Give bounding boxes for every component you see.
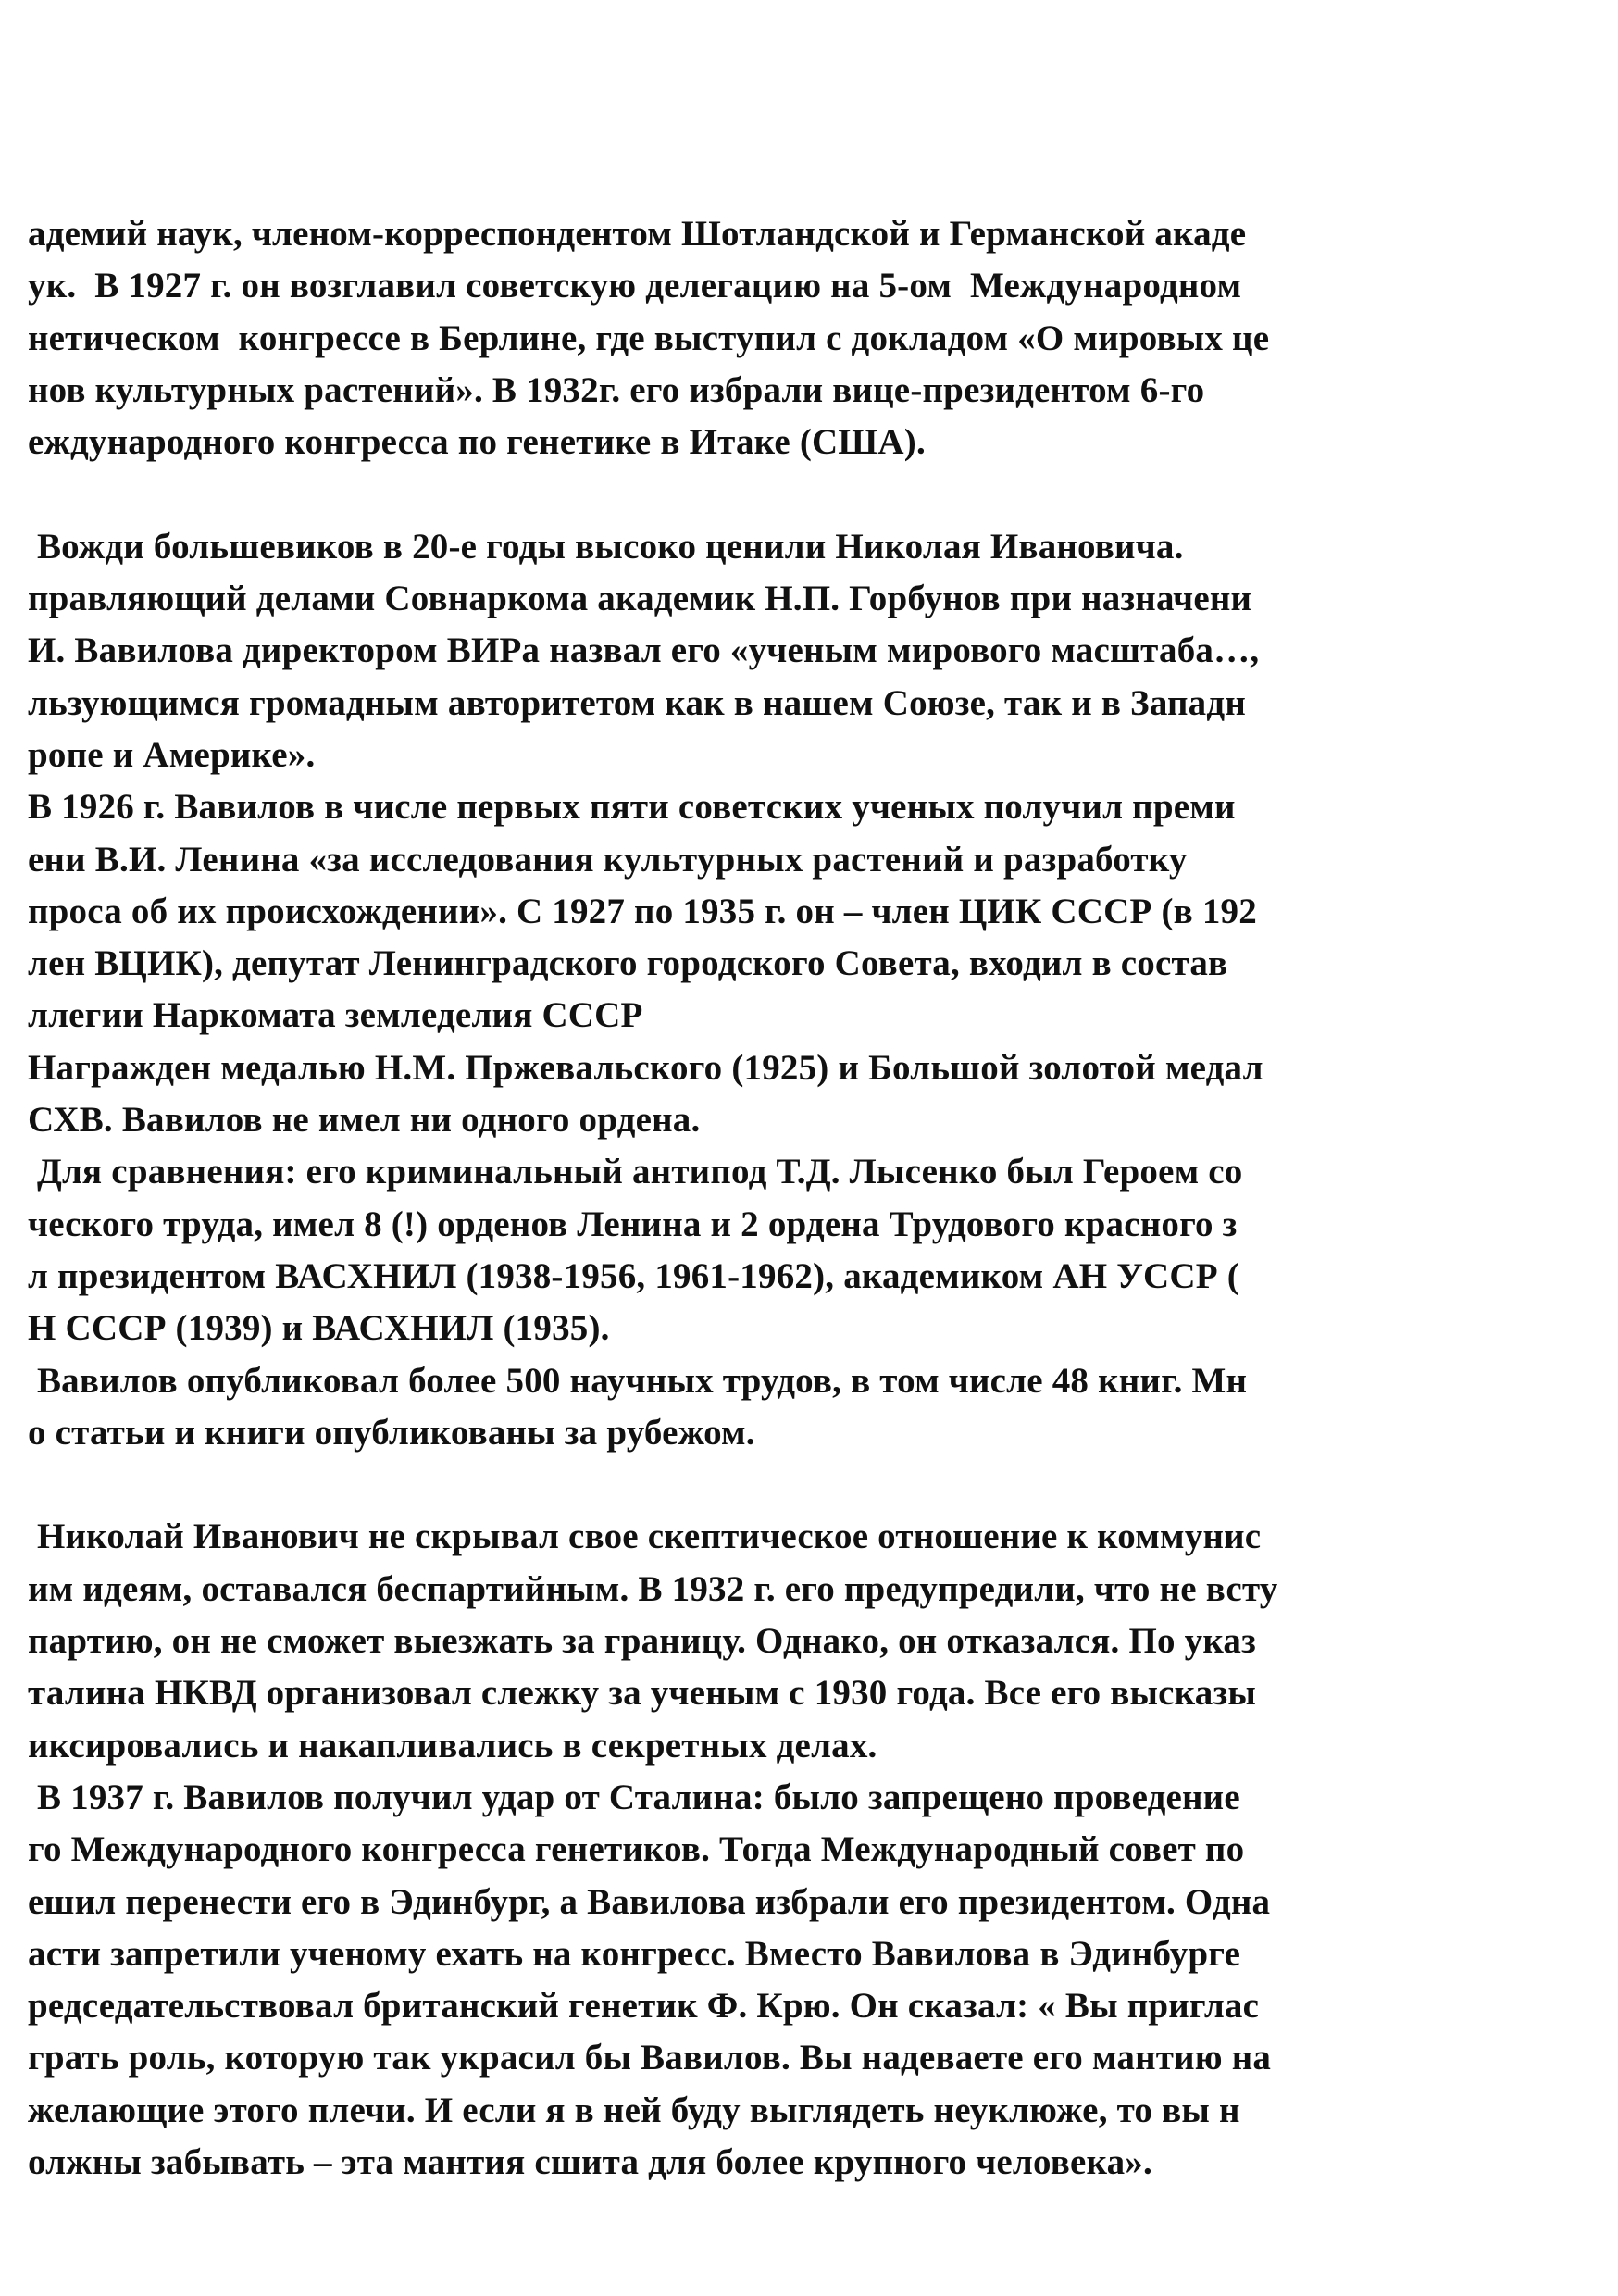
text-line: им идеям, оставался беспартийным. В 1932 г. его предупредили, что не всту xyxy=(28,1568,1278,1609)
text-line: адемий наук, членом-корреспондентом Шотландской и Германской акаде xyxy=(28,214,1247,254)
text-line: еждународного конгресса по генетике в Итаке (США). xyxy=(28,422,926,463)
text-line: редседательствовал британский генетик Ф. Крю. Он сказал: « Вы приглас xyxy=(28,1986,1260,2027)
text-line: ческого труда, имел 8 (!) орденов Ленина и 2 ордена Трудового красного з xyxy=(28,1204,1238,1244)
text-line: ук. В 1927 г. он возглавил советскую делегацию на 5-ом Международном xyxy=(28,266,1242,306)
text-line: ропе и Америке». xyxy=(28,734,316,775)
paragraph-gap xyxy=(28,468,1618,520)
text-line: нов культурных растений». В 1932г. его избрали вице-президентом 6-го xyxy=(28,369,1205,410)
text-line: олжны забывать – эта мантия сшита для более крупного человека». xyxy=(28,2141,1152,2182)
text-line: лен ВЦИК), депутат Ленинградского городского Совета, входил в состав xyxy=(28,943,1228,984)
text-line: грать роль, которую так украсил бы Вавилов. Вы надеваете его мантию на xyxy=(28,2038,1272,2078)
text-line: И. Вавилова директором ВИРа назвал его «ученым мирового масштаба…, xyxy=(28,630,1260,671)
text-line: ени В.И. Ленина «за исследования культурных растений и разработку xyxy=(28,839,1188,880)
paragraph-repression xyxy=(28,1511,1618,2189)
document-text xyxy=(28,208,1618,2189)
text-line: Н СССР (1939) и ВАСХНИЛ (1935). xyxy=(28,1308,610,1349)
paragraph-recognition xyxy=(28,521,1618,1459)
text-line: иксировались и накапливались в секретных делах. xyxy=(28,1725,877,1766)
text-line: Награжден медалью Н.М. Пржевальского (1925) и Большой золотой медал xyxy=(28,1047,1263,1088)
text-line: Вавилов опубликовал более 500 научных трудов, в том числе 48 книг. Мн xyxy=(28,1360,1248,1401)
text-line: СХВ. Вавилов не имел ни одного ордена. xyxy=(28,1100,701,1141)
text-line: партию, он не сможет выезжать за границу. Однако, он отказался. По указ xyxy=(28,1621,1256,1662)
text-line: Вожди большевиков в 20-е годы высоко ценили Николая Ивановича. xyxy=(28,526,1184,567)
text-line: льзующимся громадным авторитетом как в нашем Союзе, так и в Западн xyxy=(28,682,1246,723)
text-line: В 1926 г. Вавилов в числе первых пяти советских ученых получил преми xyxy=(28,787,1236,828)
text-line: ешил перенести его в Эдинбург, а Вавилова избрали его президентом. Одна xyxy=(28,1881,1271,1922)
text-line: проса об их происхождении». С 1927 по 1935 г. он – член ЦИК СССР (в 192 xyxy=(28,891,1257,931)
paragraph-congresses xyxy=(28,208,1618,468)
text-line: асти запретили ученому ехать на конгресс. Вместо Вавилова в Эдинбурге xyxy=(28,1933,1241,1974)
text-line: правляющий делами Совнаркома академик Н.П. Горбунов при назначени xyxy=(28,579,1252,619)
text-line: желающие этого плечи. И если я в ней буду выглядеть неуклюже, то вы н xyxy=(28,2090,1240,2130)
text-line: Для сравнения: его криминальный антипод Т.Д. Лысенко был Героем со xyxy=(28,1152,1243,1192)
paragraph-gap xyxy=(28,1459,1618,1511)
text-line: В 1937 г. Вавилов получил удар от Сталина: было запрещено проведение xyxy=(28,1777,1240,1817)
text-line: нетическом конгрессе в Берлине, где выступил с докладом «О мировых це xyxy=(28,318,1270,358)
text-line: ллегии Наркомата земледелия СССР xyxy=(28,995,643,1036)
text-line: талина НКВД организовал слежку за ученым с 1930 года. Все его высказы xyxy=(28,1673,1256,1714)
text-line: л президентом ВАСХНИЛ (1938-1956, 1961-1962), академиком АН УССР ( xyxy=(28,1255,1239,1296)
text-line: го Международного конгресса генетиков. Тогда Международный совет по xyxy=(28,1829,1245,1870)
text-line: о статьи и книги опубликованы за рубежом. xyxy=(28,1412,755,1453)
text-line: Николай Иванович не скрывал свое скептическое отношение к коммунис xyxy=(28,1516,1262,1557)
